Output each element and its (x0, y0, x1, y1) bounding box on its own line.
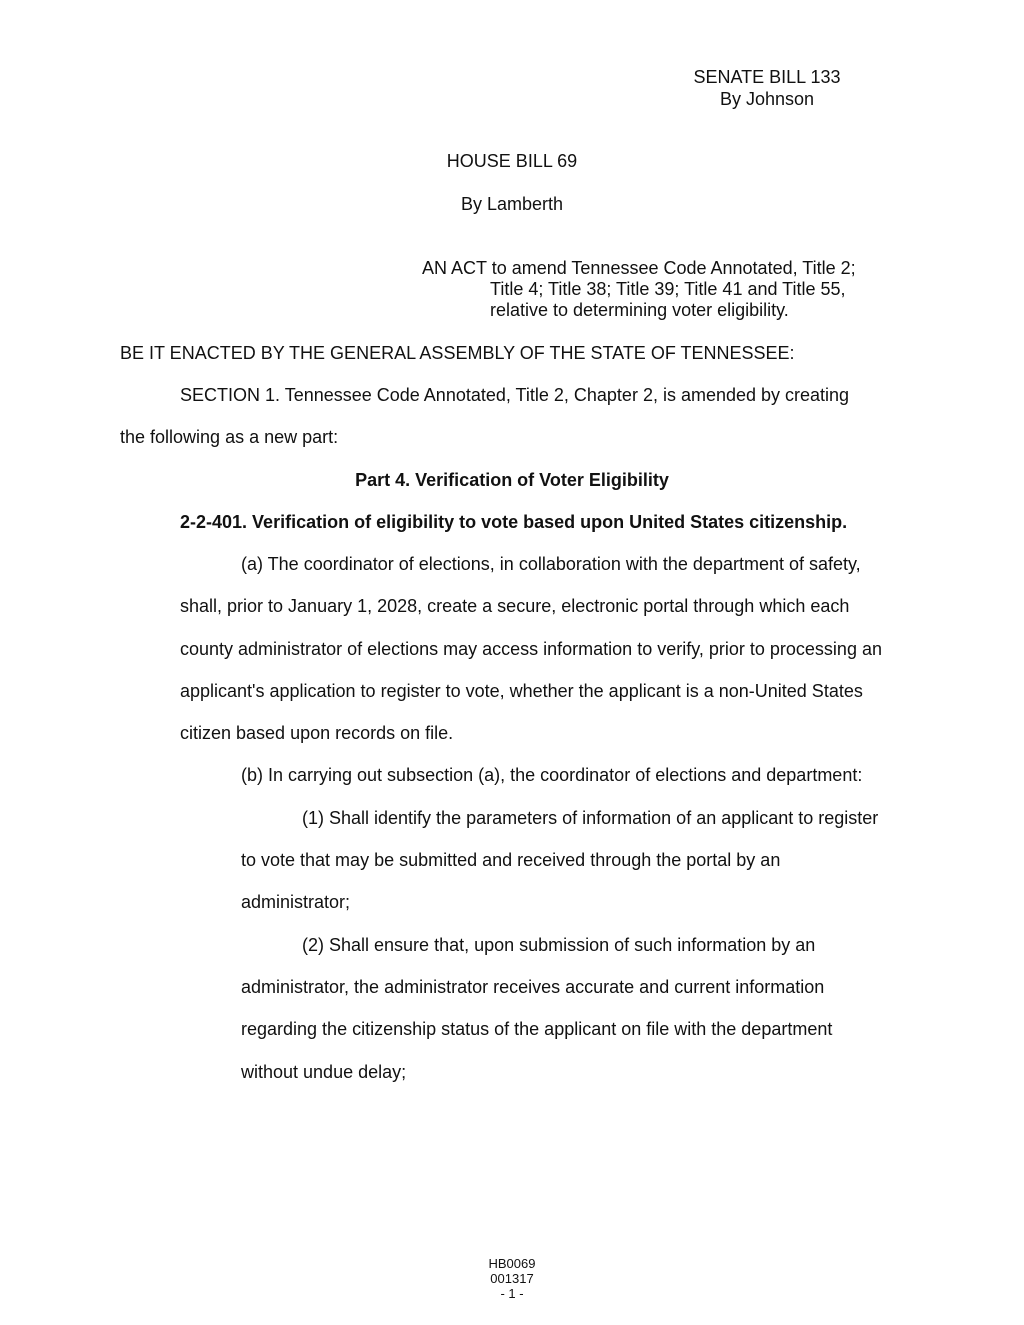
footer-bill-code: HB0069 (488, 1256, 536, 1271)
caption-line-2: Title 4; Title 38; Title 39; Title 41 and Title 55, (490, 279, 846, 299)
item-2-line-2: administrator, the administrator receives accurate and current information (241, 977, 825, 997)
section-heading: 2-2-401. Verification of eligibility to vote based upon United States citizenship. (180, 512, 848, 532)
house-bill-number: HOUSE BILL 69 (446, 151, 578, 171)
subsection-a-line-2: shall, prior to January 1, 2028, create a secure, electronic portal through which each (180, 596, 850, 616)
item-2-line-3: regarding the citizenship status of the applicant on file with the department (241, 1019, 833, 1039)
item-2-line-1: (2) Shall ensure that, upon submission of such information by an (302, 935, 816, 955)
footer-page-number: - 1 - (500, 1286, 524, 1301)
subsection-a-line-1: (a) The coordinator of elections, in collaboration with the department of safety, (241, 554, 861, 574)
house-bill-sponsor: By Lamberth (460, 194, 564, 214)
item-1-line-1: (1) Shall identify the parameters of information of an applicant to register (302, 808, 879, 828)
part-heading: Part 4. Verification of Voter Eligibility (355, 470, 669, 490)
senate-bill-sponsor: By Johnson (719, 89, 815, 109)
senate-bill-number: SENATE BILL 133 (693, 67, 841, 87)
subsection-a-line-4: applicant's application to register to vote, whether the applicant is a non-United States (180, 681, 863, 701)
caption-line-3: relative to determining voter eligibility. (490, 300, 789, 320)
subsection-a-line-5: citizen based upon records on file. (180, 723, 454, 743)
item-1-line-3: administrator; (241, 892, 351, 912)
subsection-b-line-1: (b) In carrying out subsection (a), the coordinator of elections and department: (241, 765, 863, 785)
item-1-line-2: to vote that may be submitted and received through the portal by an (241, 850, 781, 870)
section-1-line-2: the following as a new part: (120, 427, 339, 447)
subsection-a-line-3: county administrator of elections may access information to verify, prior to processing an (180, 639, 882, 659)
item-2-line-4: without undue delay; (241, 1062, 407, 1082)
enacting-clause: BE IT ENACTED BY THE GENERAL ASSEMBLY OF THE STATE OF TENNESSEE: (120, 343, 795, 363)
caption-line-1: AN ACT to amend Tennessee Code Annotated, Title 2; (422, 258, 856, 278)
footer-doc-number: 001317 (490, 1271, 534, 1286)
section-1-line-1: SECTION 1. Tennessee Code Annotated, Title 2, Chapter 2, is amended by creating (180, 385, 850, 405)
